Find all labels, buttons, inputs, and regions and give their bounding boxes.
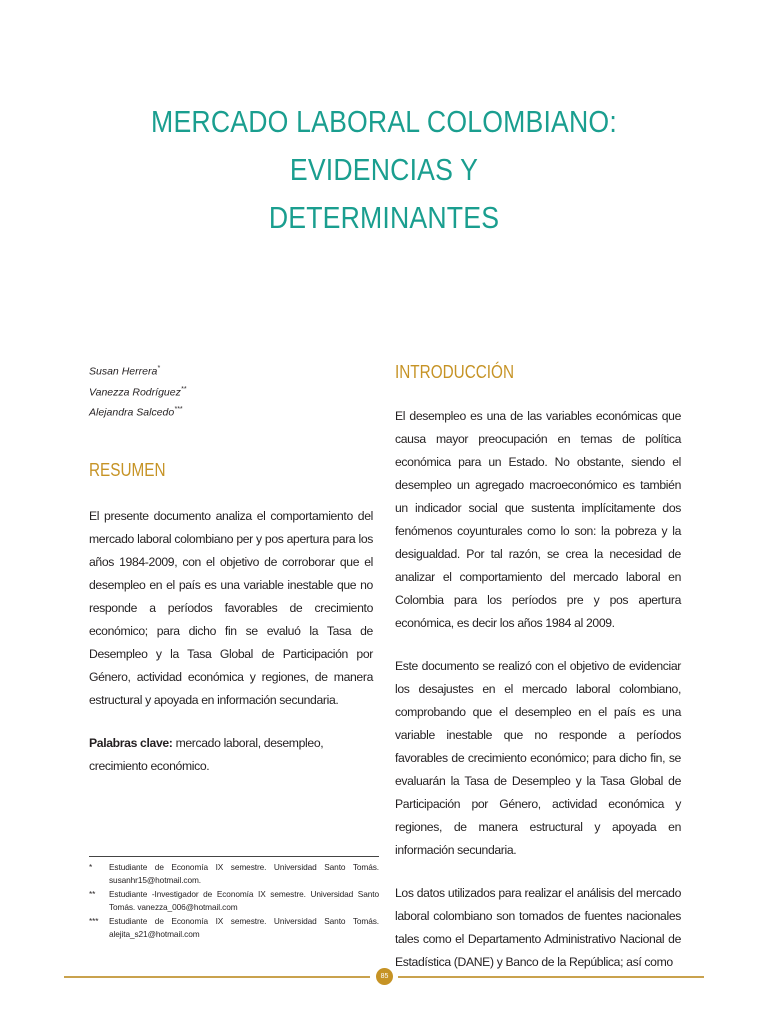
author: Alejandra Salcedo*** <box>89 406 183 419</box>
resumen-heading: RESUMEN <box>89 459 166 480</box>
title-line-1: MERCADO LABORAL COLOMBIANO: EVIDENCIAS Y <box>151 104 617 187</box>
author: Susan Herrera* <box>89 365 161 378</box>
resumen-text: El presente documento analiza el comportamiento del mercado laboral colombiano per y pos apertura para los años 1984-2009, con el objetivo de corroborar que el desempleo en el país es una variable inestable que no responde a períodos favorables de crecimiento económico; para dicho fin se evaluó la Tasa de Desempleo y la Tasa Global de Participación por Género, actividad económica y regiones, de manera estructural y apoyada en información secundaria. <box>89 508 373 707</box>
footnote: *** Estudiante de Economía IX semestre. Universidad Santo Tomás. alejita_s21@hotmail.com <box>89 916 379 939</box>
footnote: ** Estudiante -Investigador de Economía IX semestre. Universidad Santo Tomás. vanezza_006@hotmail.com <box>89 889 379 912</box>
intro-paragraph: Los datos utilizados para realizar el análisis del mercado laboral colombiano son tomados de fuentes nacionales tales como el Departamento Administrativo Nacional de Estadística (DANE) y Banco de la República; así como <box>395 886 681 969</box>
author: Vanezza Rodríguez** <box>89 385 187 398</box>
author-list <box>89 360 373 422</box>
footnotes <box>89 856 379 942</box>
introduccion-heading: INTRODUCCIÓN <box>395 362 514 382</box>
footnote: * Estudiante de Economía IX semestre. Universidad Santo Tomás. susanhr15@hotmail.com. <box>89 862 379 885</box>
intro-paragraph: El desempleo es una de las variables económicas que causa mayor preocupación en temas de política económica para un Estado. No obstante, siendo el desempleo un agregado macroeconómico es también un indicador social que sustenta implícitamente dos fenómenos coyunturales como lo son: la pobreza y la desigualdad. Por tal razón, se crea la necesidad de analizar el comportamiento del mercado laboral en Colombia para los períodos pre y pos apertura económica, es decir los años 1984 al 2009. <box>395 409 681 630</box>
page-title <box>105 98 662 242</box>
page-number: 85 <box>376 968 393 985</box>
title-line-2: DETERMINANTES <box>268 200 500 235</box>
right-column <box>395 360 681 974</box>
left-column <box>89 360 373 778</box>
footer-rule-right <box>398 976 704 978</box>
intro-paragraph: Este documento se realizó con el objetivo de evidenciar los desajustes en el mercado laboral colombiano, comprobando que el desempleo en el país es una variable inestable que no responde a períodos favorables de crecimiento económico; para dicho fin, se evaluarán la Tasa de Desempleo y la Tasa Global de Participación por Género, actividad económica y regiones, de manera estructural y apoyada en información secundaria. <box>395 659 681 857</box>
keywords <box>89 732 373 778</box>
keywords-text: mercado laboral, desempleo, crecimiento económico. <box>89 735 324 773</box>
footer-rule-left <box>64 976 370 978</box>
keywords-label: Palabras clave: <box>89 735 173 750</box>
